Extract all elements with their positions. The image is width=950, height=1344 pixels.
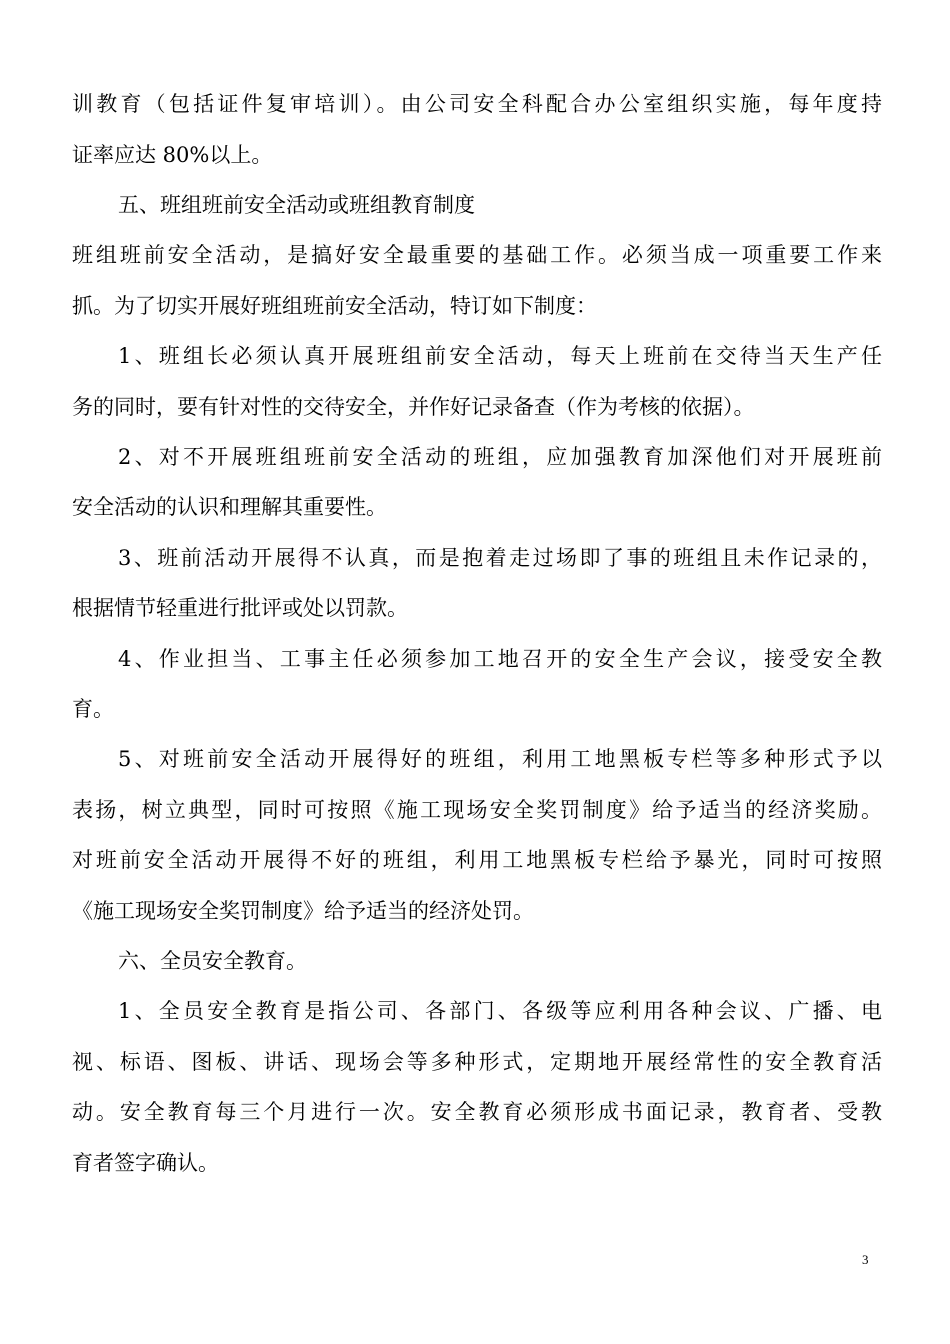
text-line-9: 安全活动的认识和理解其重要性。 <box>72 495 387 519</box>
text-line-6: 1、班组长必须认真开展班组前安全活动，每天上班前在交待当天生产任 <box>118 344 882 368</box>
text-line-2: 证率应达 80%以上。 <box>72 143 273 167</box>
text-line-7: 务的同时，要有针对性的交待安全，并作好记录备查（作为考核的依据）。 <box>72 395 755 419</box>
text-line-19: 1、全员安全教育是指公司、各部门、各级等应利用各种会议、广播、电 <box>118 999 882 1023</box>
text-line-22: 育者签字确认。 <box>72 1151 219 1175</box>
text-line-1: 训教育（包括证件复审培训）。由公司安全科配合办公室组织实施，每年度持 <box>72 92 882 116</box>
text-line-14: 5、对班前安全活动开展得好的班组，利用工地黑板专栏等多种形式予以 <box>118 747 882 771</box>
section-heading-6: 六、全员安全教育。 <box>118 949 307 973</box>
text-line-12: 4、作业担当、工事主任必须参加工地召开的安全生产会议，接受安全教 <box>118 647 882 671</box>
text-line-10: 3、班前活动开展得不认真，而是抱着走过场即了事的班组且未作记录的， <box>118 546 882 570</box>
text-line-21: 动。安全教育每三个月进行一次。安全教育必须形成书面记录，教育者、受教 <box>72 1100 882 1124</box>
text-line-17: 《施工现场安全奖罚制度》给予适当的经济处罚。 <box>72 899 534 923</box>
text-line-4: 班组班前安全活动，是搞好安全最重要的基础工作。必须当成一项重要工作来 <box>72 243 882 267</box>
text-line-8: 2、对不开展班组班前安全活动的班组，应加强教育加深他们对开展班前 <box>118 445 882 469</box>
text-line-5: 抓。为了切实开展好班组班前安全活动，特订如下制度： <box>72 294 597 318</box>
text-line-15: 表扬，树立典型，同时可按照《施工现场安全奖罚制度》给予适当的经济奖励。 <box>72 798 882 822</box>
section-heading-5: 五、班组班前安全活动或班组教育制度 <box>118 193 475 217</box>
text-line-16: 对班前安全活动开展得不好的班组，利用工地黑板专栏给予暴光，同时可按照 <box>72 848 882 872</box>
page-number: 3 <box>862 1252 869 1267</box>
text-line-13: 育。 <box>72 697 114 721</box>
text-line-20: 视、标语、图板、讲话、现场会等多种形式，定期地开展经常性的安全教育活 <box>72 1050 882 1074</box>
text-line-11: 根据情节轻重进行批评或处以罚款。 <box>72 596 408 620</box>
